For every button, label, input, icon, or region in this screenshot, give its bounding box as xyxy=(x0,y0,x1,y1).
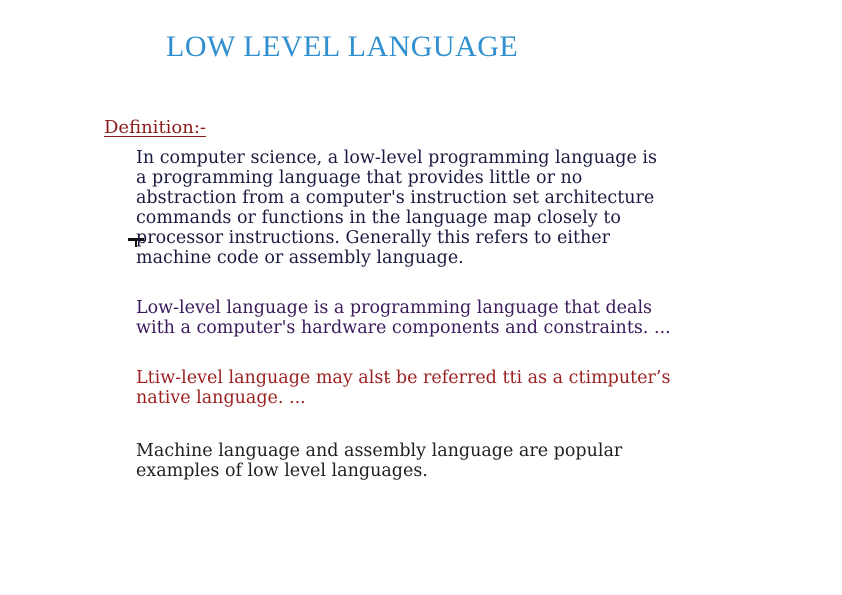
paragraph-line: a programming language that provides little or no xyxy=(136,168,583,188)
paragraph-line: machine code or assembly language. xyxy=(136,248,464,268)
paragraph-line: commands or functions in the language map closely to xyxy=(136,208,621,228)
definition-paragraph xyxy=(136,148,736,268)
paragraph-line: In computer science, a low-level programming language is xyxy=(136,148,657,168)
paragraph-line: with a computer's hardware components and constraints. ... xyxy=(136,318,671,338)
paragraph-line: native language. ... xyxy=(136,388,306,408)
native-language-paragraph xyxy=(136,368,736,408)
slide-title: LOW LEVEL LANGUAGE xyxy=(166,30,519,63)
hardware-paragraph xyxy=(136,298,736,338)
paragraph-line: Low-level language is a programming language that deals xyxy=(136,298,653,318)
paragraph-line: Ltiw-level language may alst̵ be referred tti as a ctimputer’s xyxy=(136,368,671,388)
paragraph-line: abstraction from a computer's instruction set architecture xyxy=(136,188,655,208)
paragraph-line: processor instructions. Generally this refers to either xyxy=(136,228,610,248)
paragraph-line: examples of low level languages. xyxy=(136,461,428,481)
examples-paragraph xyxy=(136,441,736,481)
paragraph-line: Machine language and assembly language are popular xyxy=(136,441,623,461)
definition-label: Definition:- xyxy=(104,117,207,138)
